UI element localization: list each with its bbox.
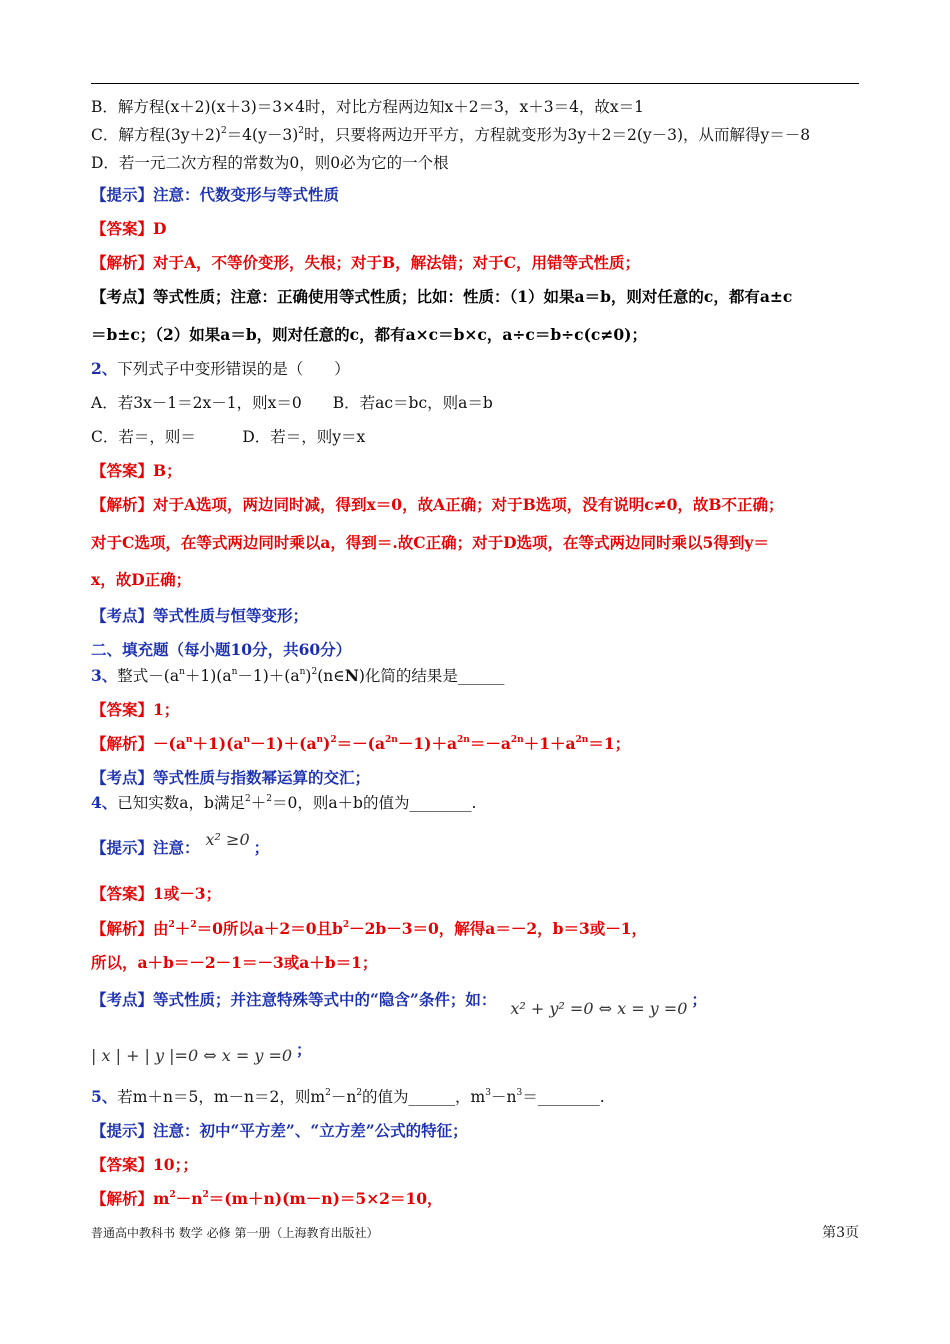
- section-title: 二、填充题（每小题10分，共60分）: [91, 640, 352, 659]
- analysis-4-cont: 所以，a＋b＝－2－1＝－3或a＋b＝1；: [91, 953, 378, 972]
- analysis-2-cont1: 对于C选项，在等式两边同时乘以a，得到＝.故C正确；对于D选项，在等式两边同时乘以5得到y＝: [91, 533, 769, 552]
- analysis-3: 【解析】$-(a^n+1)(a^n-1)+(a^n)^2=-(a^{2n}-1)+a^{2n}=-a^{2n}+1+a^{2n}=1$；: [91, 734, 631, 753]
- answer-4: 【答案】1或－3；: [91, 884, 222, 903]
- footer-book-title: 普通高中教科书 数学 必修 第一册（上海教育出版社）: [91, 1226, 379, 1240]
- answer-2: 【答案】B；: [91, 461, 182, 480]
- question-4: 4、已知实数a，b满足$^2$＋$^2$＝0，则a＋b的值为________.: [91, 793, 477, 812]
- analysis-2: 【解析】对于A选项，两边同时减，得到x＝0，故A正确；对于B选项，没有说明c≠0，故B不正确；: [91, 495, 784, 514]
- option-b-line: B．解方程(x＋2)(x＋3)＝3×4时，对比方程两边知x＋2＝3，x＋3＝4，故x＝1: [91, 98, 645, 116]
- answer-5: 【答案】10；；: [91, 1155, 198, 1174]
- hint-5: 【提示】注意：初中“平方差”、“立方差”公式的特征；: [91, 1121, 468, 1140]
- option-d-line: D．若一元二次方程的常数为0，则0必为它的一个根: [91, 154, 449, 172]
- question-2-options-ab: A．若3x－1＝2x－1，则x＝0 B．若ac＝bc，则a＝b: [91, 394, 493, 412]
- analysis-4: 【解析】由$^2$＋$^2$＝0所以a＋2＝0且$b^2-2b-3=0$，解得a＝－2，b＝3或－1，: [91, 919, 648, 938]
- keypoint-1: 【考点】等式性质；注意：正确使用等式性质；比如：性质：（1）如果a＝b，则对任意的c，都有a±c: [91, 287, 793, 306]
- keypoint-3: 【考点】等式性质与指数幂运算的交汇；: [91, 768, 371, 787]
- keypoint-2: 【考点】等式性质与恒等变形；: [91, 606, 309, 625]
- footer-page-number: 第3页: [822, 1225, 859, 1241]
- keypoint-1-cont: ＝b±c；（2）如果a＝b，则对任意的c，都有a×c＝b×c，a÷c＝b÷c(c≠0)；: [91, 325, 647, 344]
- hint-1: 【提示】注意：代数变形与等式性质: [91, 185, 340, 204]
- option-c-line: C．解方程$(3y+2)^2=4(y-3)^2$时，只要将两边开平方，方程就变形为3y＋2＝2(y－3)，从而解得y＝－8: [91, 126, 811, 144]
- analysis-5: 【解析】$m^2-n^2=(m+n)(m-n)=5\times 2=10$，: [91, 1189, 443, 1208]
- answer-1: 【答案】D: [91, 219, 167, 238]
- analysis-2-cont2: x，故D正确；: [91, 570, 192, 589]
- keypoint-4: 【考点】等式性质；并注意特殊等式中的“隐含”条件；如： x² + y² =0 ⇔ x = y =0 ；: [91, 990, 707, 1018]
- keypoint-4-cont: | x | + | y |=0 ⇔ x = y =0 ；: [91, 1040, 312, 1065]
- question-2: 2、下列式子中变形错误的是（ ）: [91, 359, 350, 378]
- header-rule: [91, 83, 859, 84]
- question-3: 3、整式$-(a^n+1)(a^n-1)+(a^n)^2(n\in N)$化简的结果是______: [91, 666, 505, 685]
- analysis-1: 【解析】对于A，不等价变形，失根；对于B，解法错；对于C，用错等式性质；: [91, 253, 640, 272]
- question-2-options-cd: C．若＝，则＝ D．若＝，则y＝x: [91, 428, 366, 446]
- hint-4: 【提示】注意： x² ≥0 ；: [91, 830, 270, 857]
- question-5: 5、若m＋n＝5，m－n＝2，则$m^2-n^2$的值为______，$m^3-n^3=\_\_\_\_\_\_\_\_$.: [91, 1087, 605, 1106]
- answer-3: 【答案】1；: [91, 700, 180, 719]
